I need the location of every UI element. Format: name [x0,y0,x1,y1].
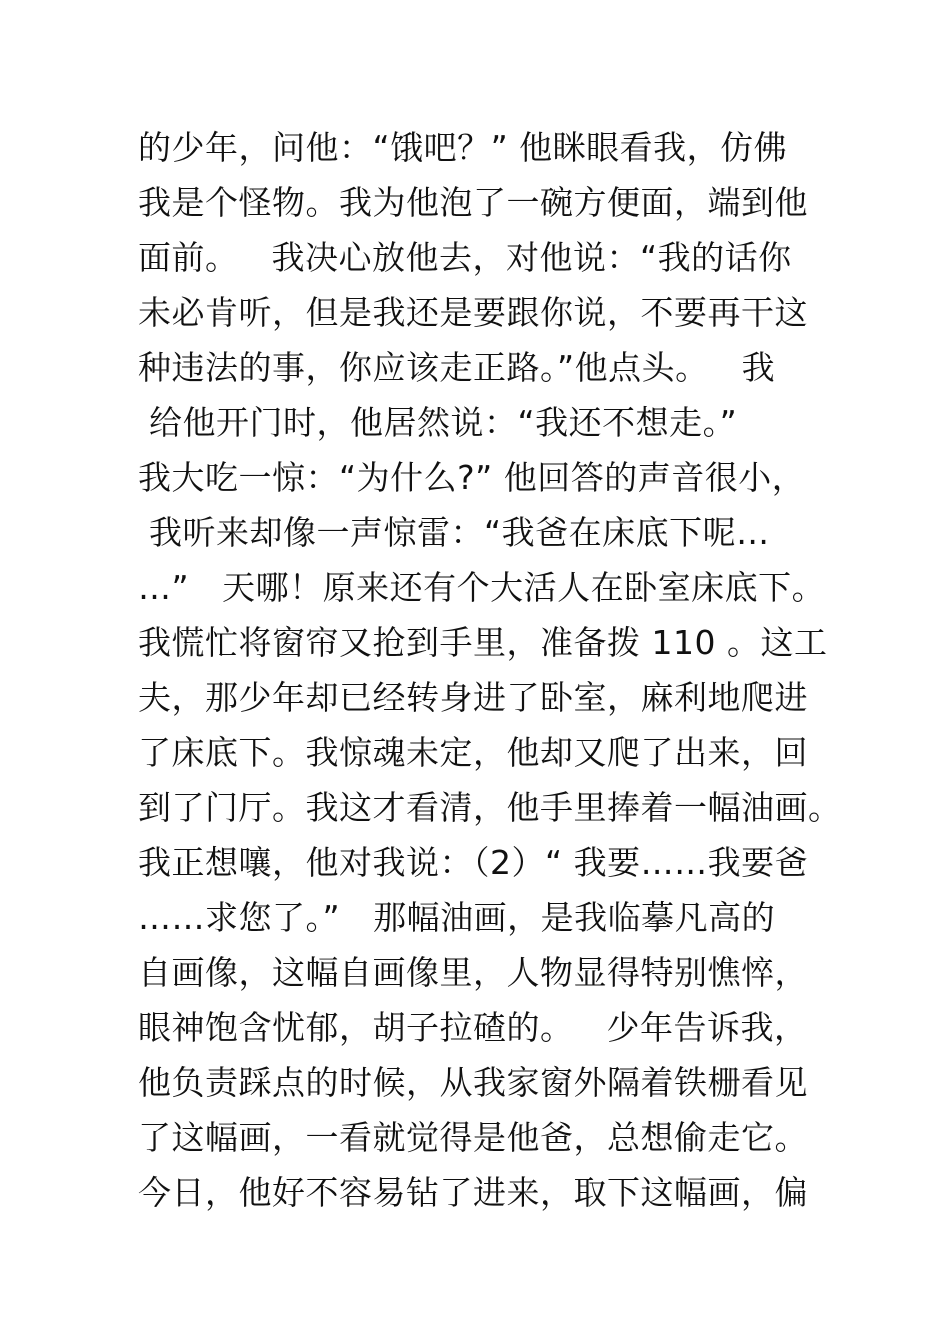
text-line: 我慌忙将窗帘又抢到手里，准备拨 110 。这工 [138,623,828,662]
text-line: 我是个怪物。我为他泡了一碗方便面，端到他 [138,183,808,222]
text-line: 今日，他好不容易钻了进来，取下这幅画，偏 [138,1173,808,1212]
text-line: 我大吃一惊：“为什么?” 他回答的声音很小， [138,458,806,497]
body-text [138,120,842,1220]
text-line: 他负责踩点的时候，从我家窗外隔着铁栅看见 [138,1063,808,1102]
text-line: 的少年，问他：“饿吧？” 他眯眼看我，仿佛 [138,128,788,167]
text-line: 种违法的事，你应该走正路。”他点头。 我 [138,348,776,387]
text-line: 我正想嚷，他对我说：（2）“ 我要……我要爸 [138,843,809,882]
text-line: 夫，那少年却已经转身进了卧室，麻利地爬进 [138,678,808,717]
text-line: 面前。 我决心放他去，对他说：“我的话你 [138,238,792,277]
text-line: 到了门厅。我这才看清，他手里捧着一幅油画。 [138,788,842,827]
text-line: 了这幅画，一看就觉得是他爸，总想偷走它。 [138,1118,808,1157]
text-line: 自画像，这幅自画像里，人物显得特别憔悴， [138,953,808,992]
text-line: 未必肯听，但是我还是要跟你说，不要再干这 [138,293,808,332]
text-line: 了床底下。我惊魂未定，他却又爬了出来，回 [138,733,808,772]
text-line: 我听来却像一声惊雷：“我爸在床底下呢… [138,513,770,552]
text-line: …” 天哪！原来还有个大活人在卧室床底下。 [138,568,826,607]
text-line: 给他开门时，他居然说：“我还不想走。” [138,403,738,442]
text-line: 眼神饱含忧郁，胡子拉碴的。 少年告诉我， [138,1008,808,1047]
text-line: ……求您了。” 那幅油画，是我临摹凡高的 [138,898,776,937]
